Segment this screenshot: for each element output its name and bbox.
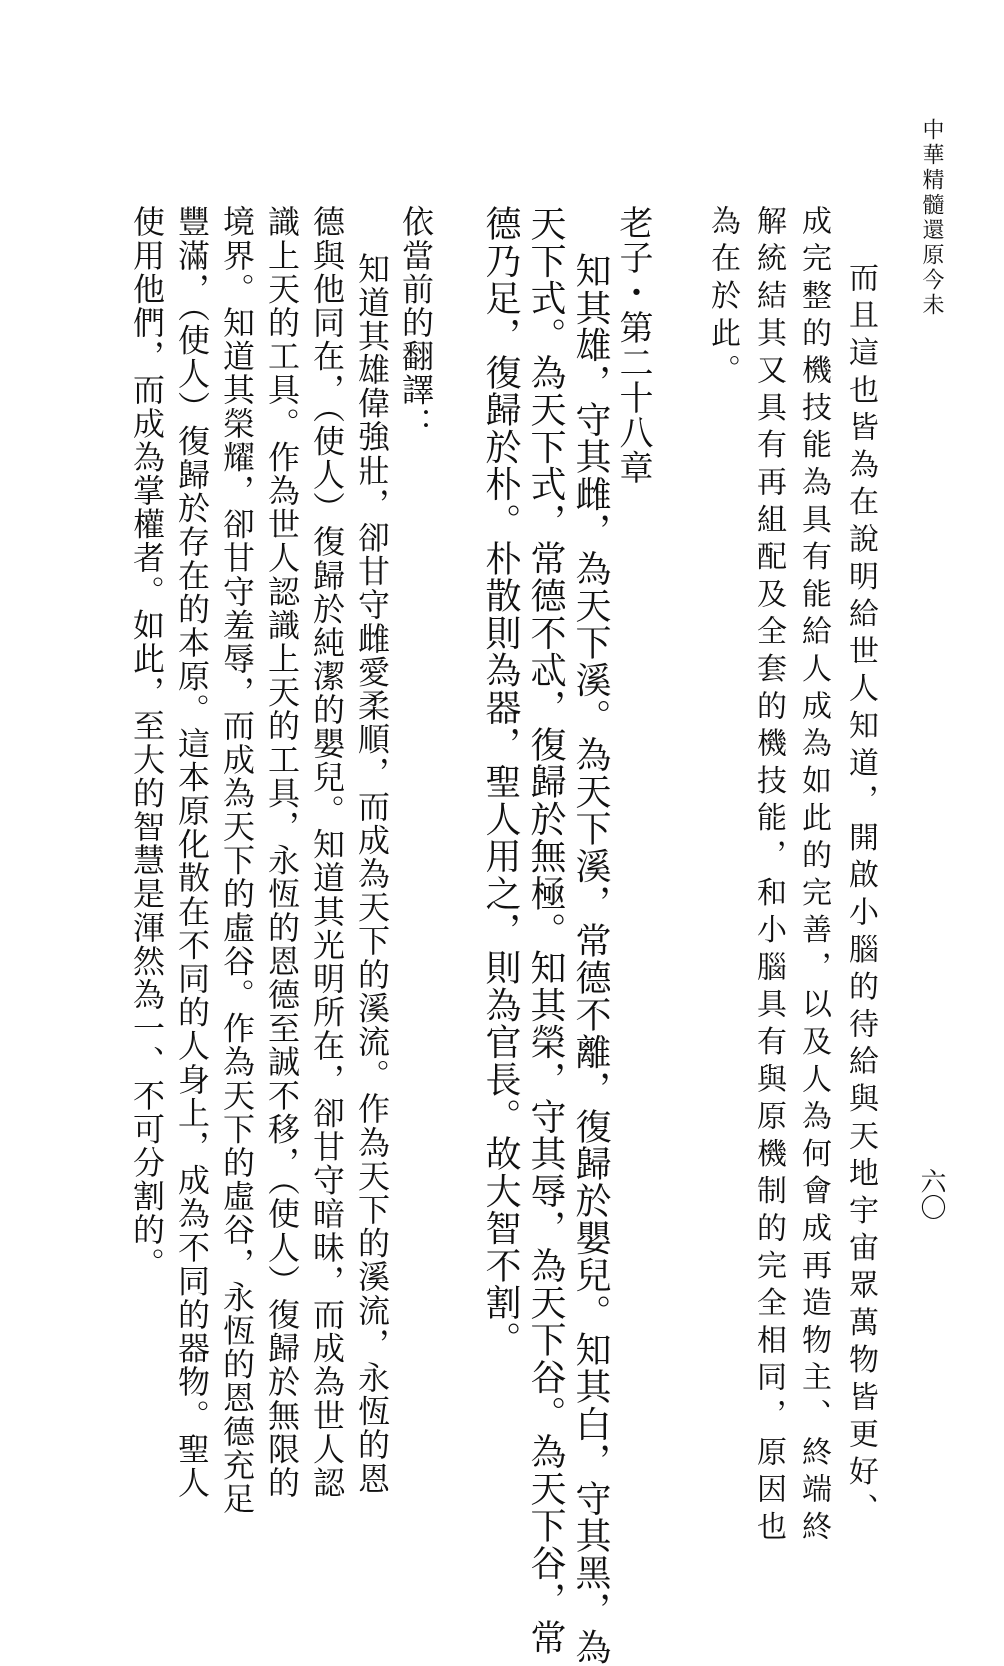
translation-line-5: 豐滿，（使人）復歸於存在的本原。這本原化散在不同的人身上，成為不同的器物。聖人 <box>173 205 211 1500</box>
page-number: 六〇 <box>916 1168 946 1220</box>
paragraph-line-2: 成完整的機技能為具有能給人成為如此的完善，以及人為何會成再造物主、終端終 <box>796 205 831 1548</box>
translation-label: 依當前的翻譯： <box>397 205 435 441</box>
book-title: 中華精髓還原今未 <box>919 118 944 318</box>
source-line-1: 知其雄，守其雌，為天下溪。為天下溪，常德不離，復歸於嬰兒。知其白，守其黑，為 <box>570 252 611 1666</box>
translation-line-3: 識上天的工具。作為世人認識上天的工具，永恆的恩德至誠不移，（使人）復歸於無限的 <box>263 205 301 1500</box>
source-line-2: 天下式。為天下式，常德不忒，復歸於無極。知其榮，守其辱，為天下谷。為天下谷，常 <box>525 205 566 1656</box>
translation-line-6: 使用他們，而成為掌權者。如此，至大的智慧是渾然為一、不可分割的。 <box>128 205 166 1281</box>
source-line-3: 德乃足，復歸於朴。朴散則為器，聖人用之，則為官長。故大智不割。 <box>480 205 521 1359</box>
translation-line-2: 德與他同在，（使人）復歸於純潔的嬰兒。知道其光明所在，卻甘守暗昧，而成為世人認 <box>308 205 346 1500</box>
paragraph-line-3: 解統結其又具有再組配及全套的機技能，和小腦具有與原機制的完全相同，原因也 <box>751 205 786 1548</box>
paragraph-line-1: 而且這也皆為在說明給世人知道，開啟小腦的待給與天地宇宙眾萬物皆更好、 <box>843 262 878 1531</box>
translation-line-4: 境界。知道其榮耀，卻甘守羞辱，而成為天下的虛谷。作為天下的虛谷，永恆的恩德充足 <box>218 205 256 1516</box>
translation-line-1: 知道其雄偉強壯，卻甘守雌愛柔順，而成為天下的溪流。作為天下的溪流，永恆的恩 <box>353 252 391 1496</box>
section-title: 老子・第二十八章 <box>613 205 653 485</box>
paragraph-line-4: 為在於此。 <box>705 205 740 392</box>
